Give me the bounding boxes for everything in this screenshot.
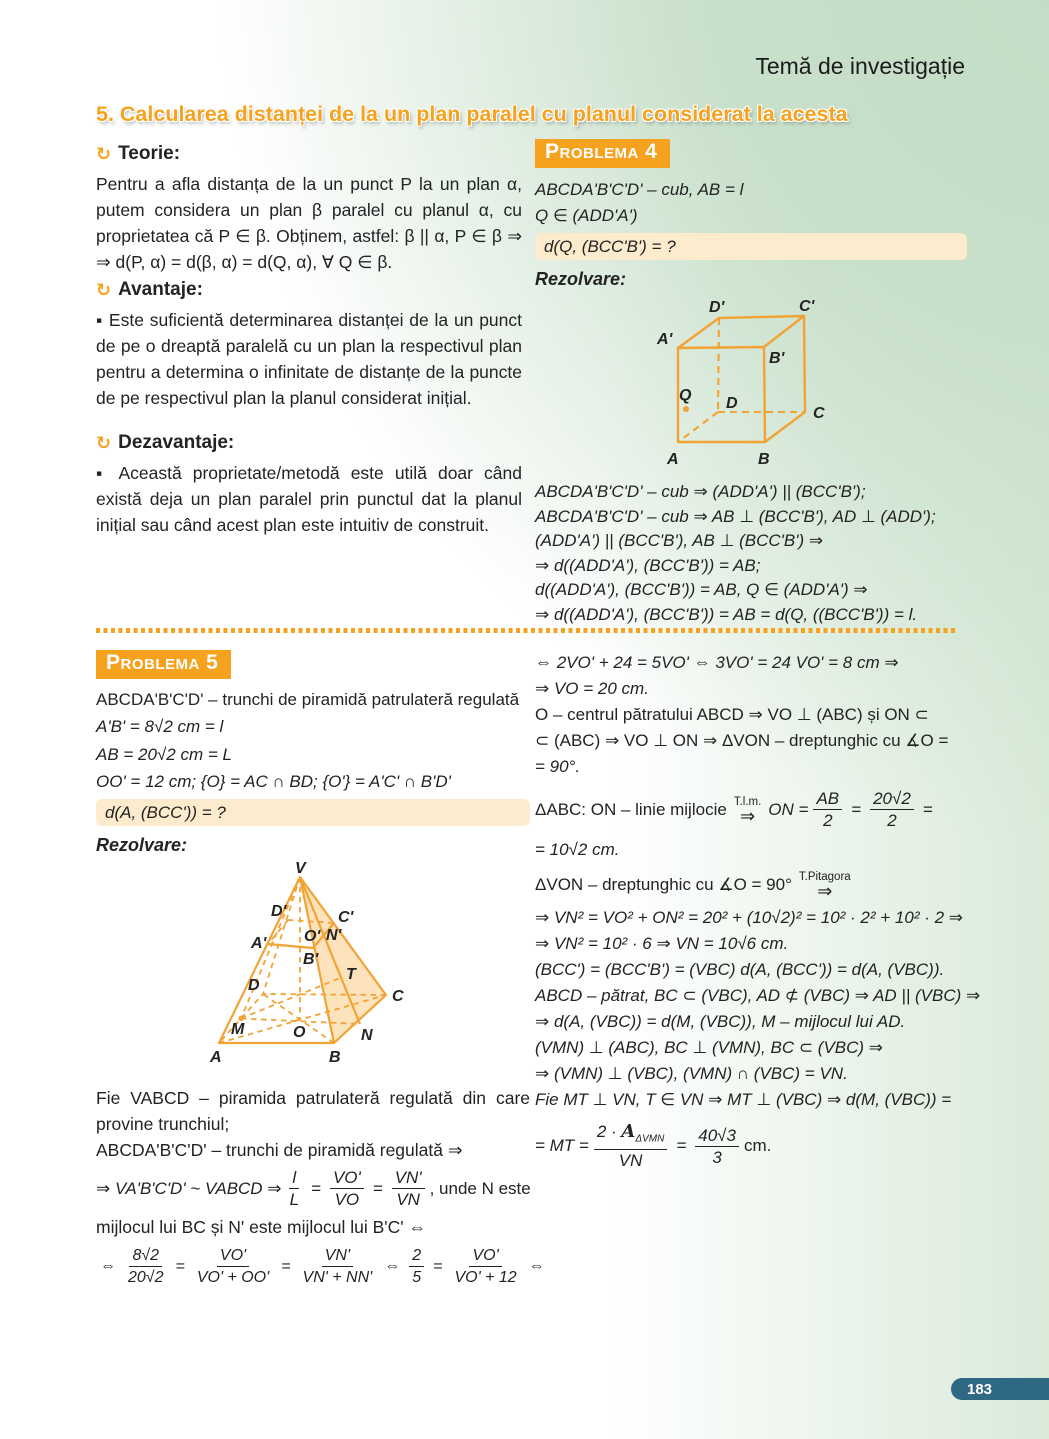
fraction-l-L: $\frac{l}{L}$ [289, 1168, 300, 1209]
pyramid-svg [195, 862, 495, 1077]
pyramid-label-O-prime: O' [304, 928, 321, 945]
p5-paragraph-2: ABCDA'B'C'D' – trunchi de piramidă regulată ⇒ [96, 1140, 463, 1160]
problem-4-given: ABCDA'B'C'D' – cub, AB = l [535, 180, 744, 199]
solution-line: ABCD – pătrat, BC ⊂ (VBC), AD ⊄ (VBC) ⇒ AD || (VBC) ⇒ [535, 986, 981, 1005]
disadvantages-heading: Dezavantaje: [118, 432, 235, 453]
problem-5-given: A'B' = 8√2 cm = l [96, 717, 224, 736]
solution-line: (ADD'A') || (BCC'B'), AB ⊥ (BCC'B') ⇒ [535, 531, 824, 550]
similarity-row: ⇒ VA'B'C'D' ~ VABCD ⇒ $\frac{l}{L}$ = $\frac{VO'}{VO}$ = $\frac{VN'}{VN}$ , unde N este [96, 1168, 531, 1209]
cube-label-C: C [813, 405, 825, 422]
problem-4-given: Q ∈ (ADD'A') [535, 206, 638, 225]
cube-label-D-prime: D' [709, 299, 725, 316]
theory-body: Pentru a afla distanța de la un punct P la un plan α, putem considera un plan β paralel cu planul α, cu proprietatea că P ∈ β. Obținem, astfel: β || α, P ∈ β ⇒ ⇒ d(P, α) = d(β, α) = d(Q, α), ∀ Q ∈ β. [96, 174, 522, 272]
pyramid-label-B: B [329, 1049, 341, 1066]
cube-svg [653, 298, 973, 473]
solution-line: ⇒ d((ADD'A'), (BCC'B')) = AB; [535, 555, 761, 575]
ratio-row: ⇔ $\frac{8√2}{20√2}$ = $\frac{VO'}{VO' + OO'}$ = $\frac{VN'}{VN' + NN'}$ ⇔ $\frac{2}{5}$ = $\frac{VO'}{VO' + 12}$ ⇔ [100, 1247, 545, 1286]
pyramid-label-C: C [392, 988, 404, 1005]
disadvantages-body: ▪ Această proprietate/metodă este utilă doar când există deja un plan paralel prin punctul dat la planul inițial sau când acest plan este intuitiv de construit. [96, 463, 522, 535]
cube-label-B-prime: B' [769, 350, 785, 367]
theory-heading: Teorie: [118, 143, 181, 164]
pyramid-label-A: A [210, 1049, 222, 1066]
page-title: 5. Calcularea distanței de la un plan paralel cu planul considerat la acesta [96, 102, 848, 126]
solution-line: ⇒ d(A, (VBC)) = d(M, (VBC)), M – mijlocul lui AD. [535, 1012, 906, 1031]
section-theory [96, 143, 522, 275]
cube-label-B: B [758, 451, 770, 468]
cube-label-A: A [667, 451, 679, 468]
pyramid-label-N-prime: N' [326, 927, 342, 944]
similarity-prefix: ⇒ VA'B'C'D' ~ VABCD ⇒ [96, 1178, 282, 1198]
fraction-VN-prime-VN: $\frac{VN'}{VN}$ [392, 1167, 425, 1210]
fraction-VNp-VNp-NNp: $\frac{VN'}{VN' + NN'}$ [302, 1247, 373, 1286]
cube-label-C-prime: C' [799, 298, 815, 315]
solution-line: (VMN) ⊥ (ABC), BC ⊥ (VMN), BC ⊂ (VBC) ⇒ [535, 1038, 884, 1057]
implies-arrow: ⇒ [817, 881, 833, 901]
labeled-arrow-pythagoras [799, 871, 851, 899]
circular-arrow-icon: ↻ [96, 433, 112, 453]
disadvantages-heading-row [96, 432, 522, 454]
pythagoras-row [535, 871, 1005, 899]
solution-line: ⇒ (VMN) ⊥ (VBC), (VMN) ∩ (VBC) = VN. [535, 1064, 848, 1083]
solution-line: ⇒ VN² = 10² · 6 ⇒ VN = 10√6 cm. [535, 934, 789, 953]
pyramid-label-D: D [248, 977, 260, 994]
pyramid-label-M: M [231, 1021, 245, 1038]
running-header: Temă de investigație [755, 53, 965, 79]
point-q-dot [683, 406, 689, 412]
problem-5-given: AB = 20√2 cm = L [96, 745, 232, 764]
pyramid-label-B-prime: B' [303, 951, 319, 968]
solution-line: O – centrul pătratului ABCD ⇒ VO ⊥ (ABC) și ON ⊂ [535, 705, 929, 724]
pythagoras-prefix: ΔVON – dreptunghic cu ∡O = 90° [535, 875, 792, 894]
p5-paragraph-3: mijlocul lui BC și N' este mijlocul lui B'C' ⇔ [96, 1217, 426, 1237]
solution-line: ⇒ VN² = VO² + ON² = 20² + (10√2)² = 10² · 2² + 10² · 2 ⇒ [535, 908, 964, 927]
problem-5-solve-label: Rezolvare: [96, 835, 188, 855]
fraction-area-VN: $\frac{2 \cdot A_{\Delta VMN}}{VN}$ [594, 1121, 667, 1171]
fraction-2-5: $\frac{2}{5}$ [409, 1245, 424, 1288]
solution-line: ABCDA'B'C'D' – cub ⇒ AB ⊥ (BCC'B'), AD ⊥ (ADD'); [535, 506, 936, 526]
advantages-heading-row [96, 279, 522, 301]
problem-4-badge: Problema 4 [535, 139, 670, 168]
circular-arrow-icon: ↻ [96, 280, 112, 300]
cube-label-D: D [726, 395, 738, 412]
solution-line: = 90°. [535, 757, 581, 776]
theorem-label: T.l.m. [733, 795, 762, 808]
fraction-8sqrt2-20sqrt2: $\frac{8√2}{20√2}$ [128, 1247, 164, 1286]
problem-4-solve-label: Rezolvare: [535, 269, 627, 289]
pyramid-label-N: N [361, 1027, 373, 1044]
solution-line: d((ADD'A'), (BCC'B')) = AB, Q ∈ (ADD'A') ⇒ [535, 580, 868, 599]
solution-line: ABCDA'B'C'D' – cub ⇒ (ADD'A') || (BCC'B'); [535, 482, 866, 501]
section-disadvantages [96, 432, 522, 538]
midline-mid: ON = [768, 799, 809, 819]
cube-hidden-edges [678, 318, 805, 442]
circular-arrow-icon: ↻ [96, 144, 112, 164]
fraction-AB-2: $\frac{AB}{2}$ [813, 788, 842, 831]
pyramid-label-T: T [346, 966, 356, 983]
problem-5-given: OO' = 12 cm; {O} = AC ∩ BD; {O'} = A'C' ∩ B'D' [96, 772, 451, 791]
section-advantages [96, 279, 522, 411]
labeled-arrow-tlm [734, 796, 761, 824]
solution-line: (BCC') = (BCC'B') = (VBC) d(A, (BCC')) = d(A, (VBC)). [535, 960, 945, 979]
problem-5-left [96, 650, 545, 1288]
solution-line: Fie MT ⊥ VN, T ∈ VN ⇒ MT ⊥ (VBC) ⇒ d(M, (VBC)) = [535, 1090, 952, 1109]
cube-label-Q: Q [679, 387, 692, 404]
page-number-badge [951, 1378, 1049, 1400]
solution-line: ⇒ VO = 20 cm. [535, 679, 649, 698]
midline-prefix: ΔABC: ON – linie mijlocie [535, 799, 727, 819]
problem-4-question: d(Q, (BCC'B') = ? [535, 233, 967, 260]
pyramid-figure [195, 862, 495, 1077]
mt-unit: cm. [743, 1136, 772, 1156]
area-script-A: A [621, 1121, 636, 1142]
page-number: 183 [967, 1380, 993, 1398]
problem-4 [535, 139, 967, 627]
mt-prefix: = MT = [535, 1136, 589, 1156]
solution-line: = 10√2 cm. [535, 840, 620, 859]
problem-5-badge: Problema 5 [96, 650, 231, 679]
problem-5-right [535, 650, 1005, 1171]
dotted-divider [96, 628, 956, 633]
fraction-20sqrt2-2: $\frac{20√2}{2}$ [870, 788, 914, 831]
solution-line: ⇔ 2VO' + 24 = 5VO' ⇔ 3VO' = 24 VO' = 8 cm ⇒ [535, 653, 899, 672]
pyramid-label-O: O [293, 1024, 306, 1041]
p5-paragraph-1: Fie VABCD – piramida patrulateră regulată din care provine trunchiul; [96, 1088, 530, 1134]
theory-heading-row [96, 143, 522, 165]
midline-row: ΔABC: ON – linie mijlocie T.l.m. ⇒ ON = $\frac{AB}{2}$ = $\frac{20√2}{2}$ = [535, 789, 933, 830]
fraction-VOp-VOp-OOp: $\frac{VO'}{VO' + OO'}$ [196, 1247, 270, 1286]
cube-label-A-prime: A' [657, 331, 673, 348]
cube-solid-edges [678, 316, 805, 442]
advantages-body: ▪ Este suficientă determinarea distanței de la un punct de pe o dreaptă paralelă cu un plan la respectivul plan pentru a determina o infinitate de distanțe de la puncte de pe respectivul plan la planul considerat inițial. [96, 310, 522, 408]
solution-line: ⊂ (ABC) ⇒ VO ⊥ ON ⇒ ΔVON – dreptunghic cu ∡O = [535, 731, 949, 750]
fraction-VO-prime-VO: $\frac{VO'}{VO}$ [330, 1167, 364, 1210]
problem-5-given: ABCDA'B'C'D' – trunchi de piramidă patrulateră regulată [96, 690, 520, 709]
fraction-VOp-VOp-12: $\frac{VO'}{VO' + 12}$ [454, 1247, 517, 1286]
advantages-heading: Avantaje: [118, 279, 203, 300]
mt-result-row: = MT = $\frac{2 \cdot A_{\Delta VMN}}{VN}$ = $\frac{40√3}{3}$ cm. [535, 1121, 772, 1171]
implies-arrow: ⇒ [740, 805, 756, 826]
pyramid-label-C-prime: C' [338, 909, 354, 926]
similarity-suffix: , unde N este [429, 1178, 531, 1198]
area-subscript: ΔVMN [635, 1133, 665, 1145]
solution-line: ⇒ d((ADD'A'), (BCC'B')) = AB = d(Q, ((BCC'B')) = l. [535, 604, 918, 624]
pyramid-label-V: V [295, 862, 306, 877]
cube-figure [653, 298, 973, 473]
pyramid-label-A-prime: A' [251, 935, 267, 952]
problem-5-question: d(A, (BCC')) = ? [96, 799, 530, 826]
fraction-40sqrt3-3: $\frac{40√3}{3}$ [695, 1125, 739, 1168]
pyramid-label-D-prime: D' [271, 903, 287, 920]
theorem-label: T.Pitagora [798, 871, 851, 883]
